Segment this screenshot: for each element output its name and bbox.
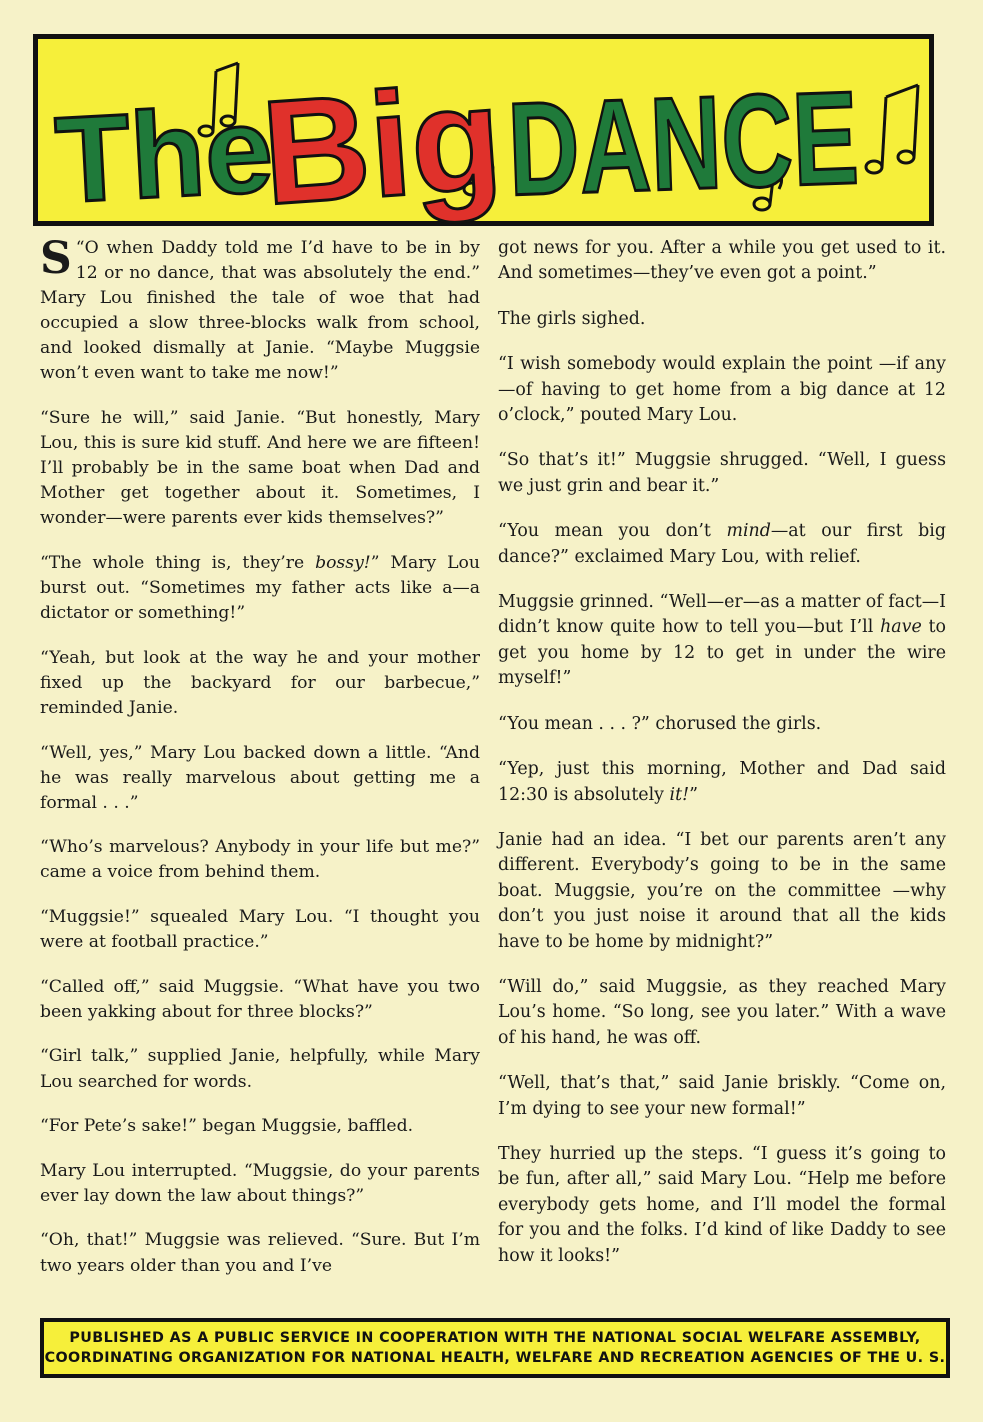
paragraph-text: —at our first big dance?” exclaimed Mary Lou, with relief. xyxy=(498,521,947,567)
drop-cap: S xyxy=(40,233,72,284)
title-word-dance: DANCE xyxy=(505,59,980,223)
story-paragraph: “Who’s marvelous? Anybody in your life but me?” came a voice from behind them. xyxy=(40,837,480,883)
story-paragraph: “For Pete’s sake!” began Muggsie, baffled. xyxy=(40,1116,414,1137)
story-paragraph xyxy=(40,233,480,387)
story-column-left xyxy=(40,233,480,1298)
story-paragraph: “Yeah, but look at the way he and your mother fixed up the backyard for our barbecue,” reminded Janie. xyxy=(40,647,480,718)
music-note-icon xyxy=(866,85,918,173)
story-paragraph xyxy=(40,551,480,626)
story-paragraph: “You mean . . . ?” chorused the girls. xyxy=(498,713,822,734)
story-column-right xyxy=(498,236,946,1289)
story-paragraph xyxy=(498,757,946,808)
title-word-the: The xyxy=(52,80,277,229)
paragraph-text: O when Daddy told me I’d have to be in by 12 or no dance, that was absolutely the end.” Mary Lou finished the tale of woe that had occupied a slow three-blocks walk from school, and looked dismally at Janie. “Maybe Muggsie won’t even want to take me now!” xyxy=(40,238,480,384)
credit-line: PUBLISHED AS A PUBLIC SERVICE IN COOPERATION WITH THE NATIONAL SOCIAL WELFARE ASSEMBLY, xyxy=(69,1330,921,1346)
story-paragraph: “Muggsie!” squealed Mary Lou. “I thought you were at football practice.” xyxy=(40,907,480,953)
story-paragraph: Janie had an idea. “I bet our parents aren’t any different. Everybody’s going to be in the same boat. Muggsie, you’re on the committee —why don’t you just noise it around that all the kids have to be home by midnight?” xyxy=(498,829,946,952)
story-paragraph: “Called off,” said Muggsie. “What have you two been yakking about for three blocks?” xyxy=(40,976,480,1022)
emphasis-text: bossy! xyxy=(315,553,371,574)
emphasis-text: mind xyxy=(726,521,771,542)
story-paragraph: Mary Lou interrupted. “Muggsie, do your parents ever lay down the law about things?” xyxy=(40,1160,480,1206)
story-paragraph: “Sure he will,” said Janie. “But honestly, Mary Lou, this is sure kid stuff. And here we are fifteen! I’ll probably be in the same boat when Dad and Mother get together about it. Sometimes, I wonder—were parents ever kids themselves?” xyxy=(40,408,480,529)
story-paragraph: got news for you. After a while you get used to it. And sometimes—they’ve even got a point.” xyxy=(498,238,946,284)
title-word-big: Big xyxy=(257,54,507,237)
story-paragraph: They hurried up the steps. “I guess it’s going to be fun, after all,” said Mary Lou. “Help me before everybody gets home, and I’ll model the formal for you and the folks. I’d kind of like Daddy to see how it looks!” xyxy=(498,1143,946,1266)
story-paragraph: “Will do,” said Muggsie, as they reached Mary Lou’s home. “So long, see you later.” With a wave of his hand, he was off. xyxy=(498,976,946,1048)
paragraph-text: “You mean you don’t xyxy=(498,521,727,542)
paragraph-text: to get you home by 12 to get in under the wire myself!” xyxy=(498,617,946,689)
paragraph-text: Muggsie grinned. “Well—er—as a matter of fact—I didn’t know quite how to tell you—but I’ll xyxy=(498,592,947,638)
story-paragraph: “Girl talk,” supplied Janie, helpfully, while Mary Lou searched for words. xyxy=(40,1046,480,1092)
paragraph-text: ” Mary Lou burst out. “Sometimes my father acts like a—a dictator or something!” xyxy=(40,553,480,624)
public-service-credit xyxy=(40,1318,950,1378)
emphasis-text: it! xyxy=(669,784,690,805)
story-paragraph: “So that’s it!” Muggsie shrugged. “Well, I guess we just grin and bear it.” xyxy=(498,450,946,496)
paragraph-text: “Yep, just this morning, Mother and Dad said 12:30 is absolutely xyxy=(498,759,946,805)
opening-quote: “ xyxy=(75,238,85,258)
title-panel xyxy=(33,34,980,237)
credit-line: COORDINATING ORGANIZATION FOR NATIONAL HEALTH, WELFARE AND RECREATION AGENCIES OF THE U. S. xyxy=(44,1350,946,1366)
story-paragraph xyxy=(498,590,946,692)
story-paragraph: “Oh, that!” Muggsie was relieved. “Sure. But I’m two years older than you and I’ve xyxy=(40,1230,480,1276)
story-paragraph: The girls sighed. xyxy=(498,308,646,329)
story-paragraph xyxy=(498,519,946,570)
emphasis-text: have xyxy=(880,617,922,638)
title-art xyxy=(38,39,980,237)
paragraph-text: ” xyxy=(689,784,698,805)
story-paragraph: “I wish somebody would explain the point —if any—of having to get home from a big dance at 12 o’clock,” pouted Mary Lou. xyxy=(498,354,946,426)
paragraph-text: “The whole thing is, they’re xyxy=(40,553,316,574)
story-paragraph: “Well, yes,” Mary Lou backed down a little. “And he was really marvelous about getting me a formal . . .” xyxy=(40,742,480,813)
story-paragraph: “Well, that’s that,” said Janie briskly. “Come on, I’m dying to see your new formal!” xyxy=(498,1073,946,1119)
